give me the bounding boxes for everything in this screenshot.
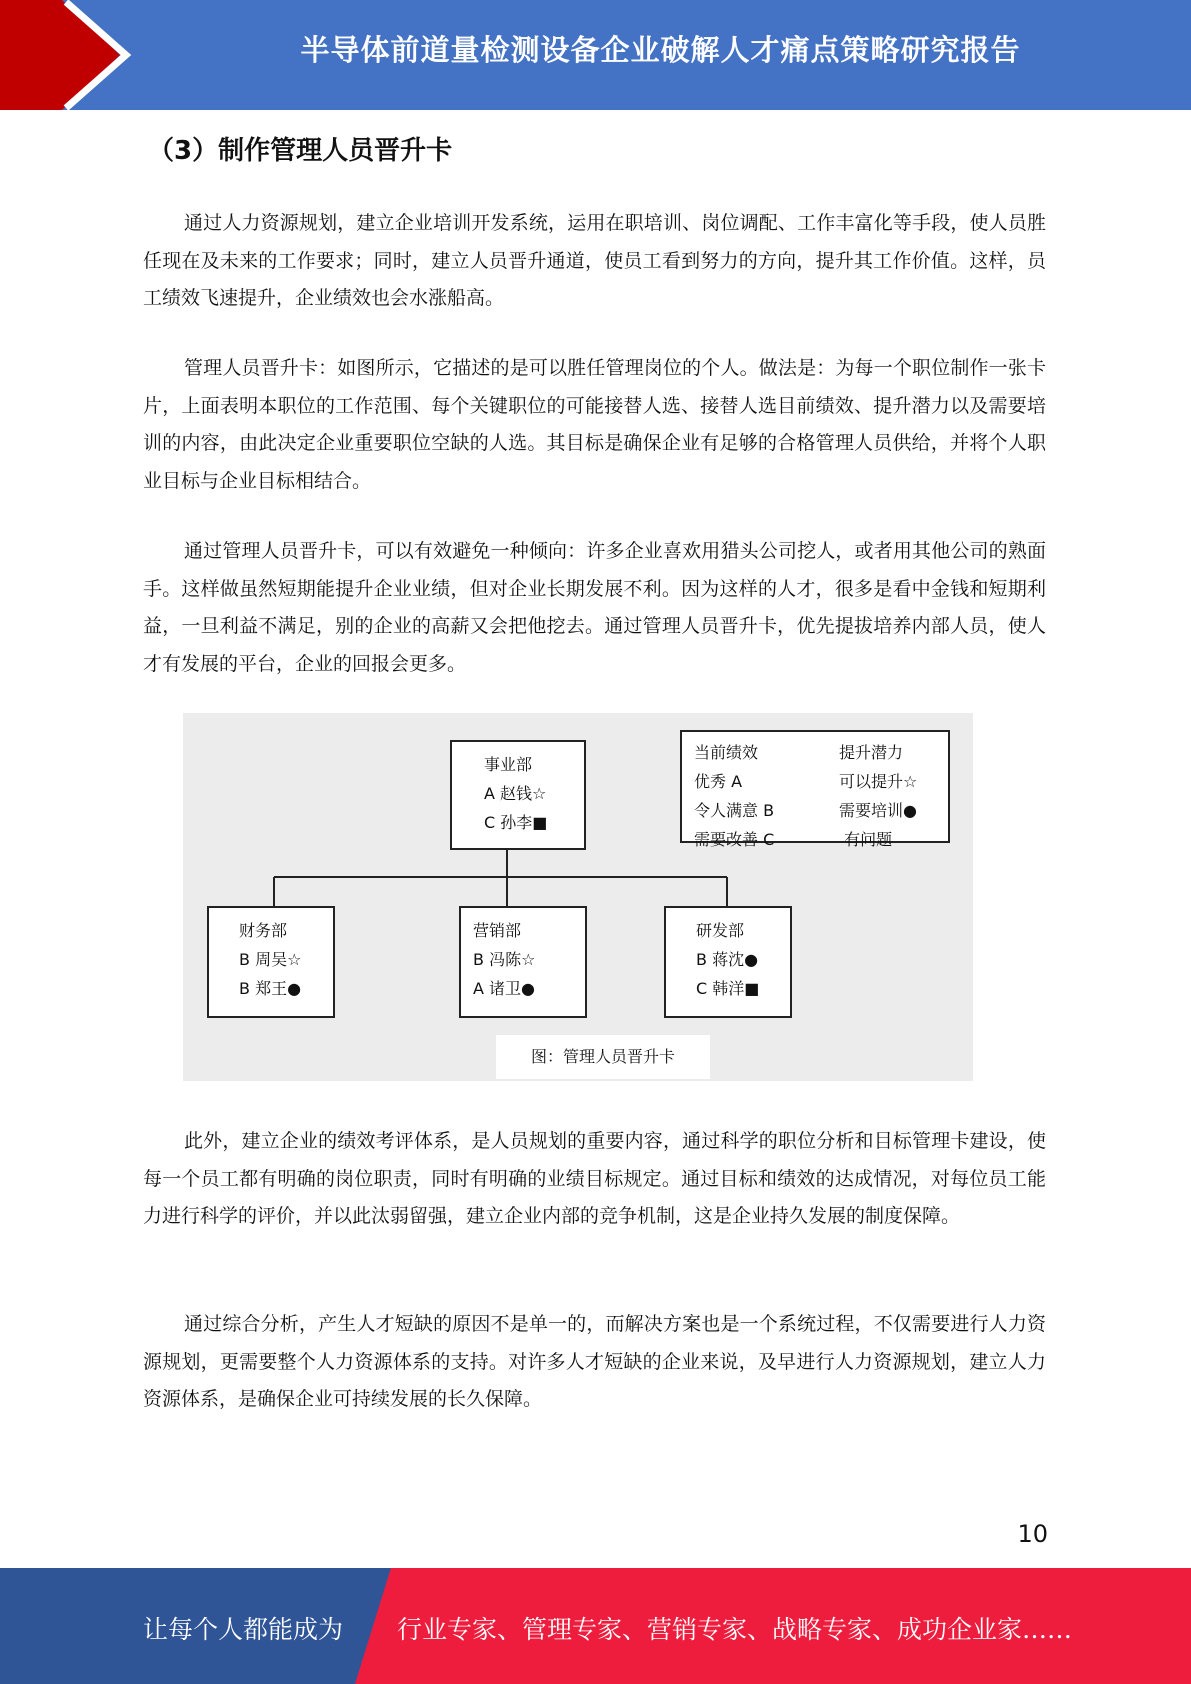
paragraph: 通过管理人员晋升卡，可以有效避免一种倾向：许多企业喜欢用猎头公司挖人，或者用其他公司的熟面手。这样做虽然短期能提升企业业绩，但对企业长期发展不利。因为这样的人才，很多是看中金钱和短期利益，一旦利益不满足，别的企业的高薪又会把他挖去。通过管理人员晋升卡，优先提拔培养内部人员，使人才有发展的平台，企业的回报会更多。 xyxy=(143,540,1046,675)
chevron-decoration-icon xyxy=(0,0,160,110)
paragraph: 通过人力资源规划，建立企业培训开发系统，运用在职培训、岗位调配、工作丰富化等手段，使人员胜任现在及未来的工作要求；同时，建立人员晋升通道，使员工看到努力的方向，提升其工作价值。这样，员工绩效飞速提升，企业绩效也会水涨船高。 xyxy=(143,212,1046,309)
header-title: 半导体前道量检测设备企业破解人才痛点策略研究报告 xyxy=(300,33,1021,67)
legend-box xyxy=(680,730,950,849)
page-header xyxy=(0,0,1191,110)
candidate: B 郑王● xyxy=(239,979,302,998)
legend-cell: 当前绩效 xyxy=(694,743,759,762)
legend-cell: 优秀 A xyxy=(694,772,743,791)
box-title: 事业部 xyxy=(484,755,533,774)
paragraph: 此外，建立企业的绩效考评体系，是人员规划的重要内容，通过科学的职位分析和目标管理卡建设，使每一个员工都有明确的岗位职责，同时有明确的业绩目标规定。通过目标和绩效的达成情况，对每位员工能力进行科学的评价，并以此汰弱留强，建立企业内部的竞争机制，这是企业持久发展的制度保障。 xyxy=(143,1130,1046,1227)
box-title: 研发部 xyxy=(696,921,745,940)
box-title: 财务部 xyxy=(239,921,288,940)
footer-slogan-left: 让每个人都能成为 xyxy=(143,1615,344,1644)
candidate: C 孙李■ xyxy=(484,813,548,832)
org-box-sales xyxy=(459,906,587,1018)
candidate: B 蒋沈● xyxy=(696,950,759,969)
page-footer xyxy=(0,1568,1191,1684)
paragraph: 通过综合分析，产生人才短缺的原因不是单一的，而解决方案也是一个系统过程，不仅需要进行人力资源规划，更需要整个人力资源体系的支持。对许多人才短缺的企业来说，及早进行人力资源规划，建立人力资源体系，是确保企业可持续发展的长久保障。 xyxy=(143,1313,1046,1410)
org-box-rd xyxy=(664,906,792,1018)
footer-slogan-right: 行业专家、管理专家、营销专家、战略专家、成功企业家…… xyxy=(397,1615,1073,1644)
org-box-division xyxy=(450,740,586,850)
candidate: A 赵钱☆ xyxy=(484,784,547,803)
legend-cell: 有问题 xyxy=(839,830,893,849)
org-box-finance xyxy=(207,906,335,1018)
page-number: 10 xyxy=(1017,1520,1048,1548)
paragraph: 管理人员晋升卡：如图所示，它描述的是可以胜任管理岗位的个人。做法是：为每一个职位制作一张卡片，上面表明本职位的工作范围、每个关键职位的可能接替人选、接替人选目前绩效、提升潜力以及需要培训的内容，由此决定企业重要职位空缺的人选。其目标是确保企业有足够的合格管理人员供给，并将个人职业目标与企业目标相结合。 xyxy=(143,357,1046,492)
candidate: A 诸卫● xyxy=(473,979,535,998)
legend-cell: 可以提升☆ xyxy=(839,772,918,791)
promotion-card-figure xyxy=(183,713,973,1081)
legend-cell: 令人满意 B xyxy=(694,801,775,820)
candidate: B 周吴☆ xyxy=(239,950,302,969)
box-title: 营销部 xyxy=(473,921,522,940)
legend-cell: 需要改善 C xyxy=(694,830,775,849)
candidate: B 冯陈☆ xyxy=(473,950,536,969)
figure-caption: 图：管理人员晋升卡 xyxy=(496,1035,710,1079)
legend-cell: 提升潜力 xyxy=(839,743,904,762)
candidate: C 韩洋■ xyxy=(696,979,760,998)
legend-cell: 需要培训● xyxy=(839,801,917,820)
section-heading: （3）制作管理人员晋升卡 xyxy=(148,136,453,166)
